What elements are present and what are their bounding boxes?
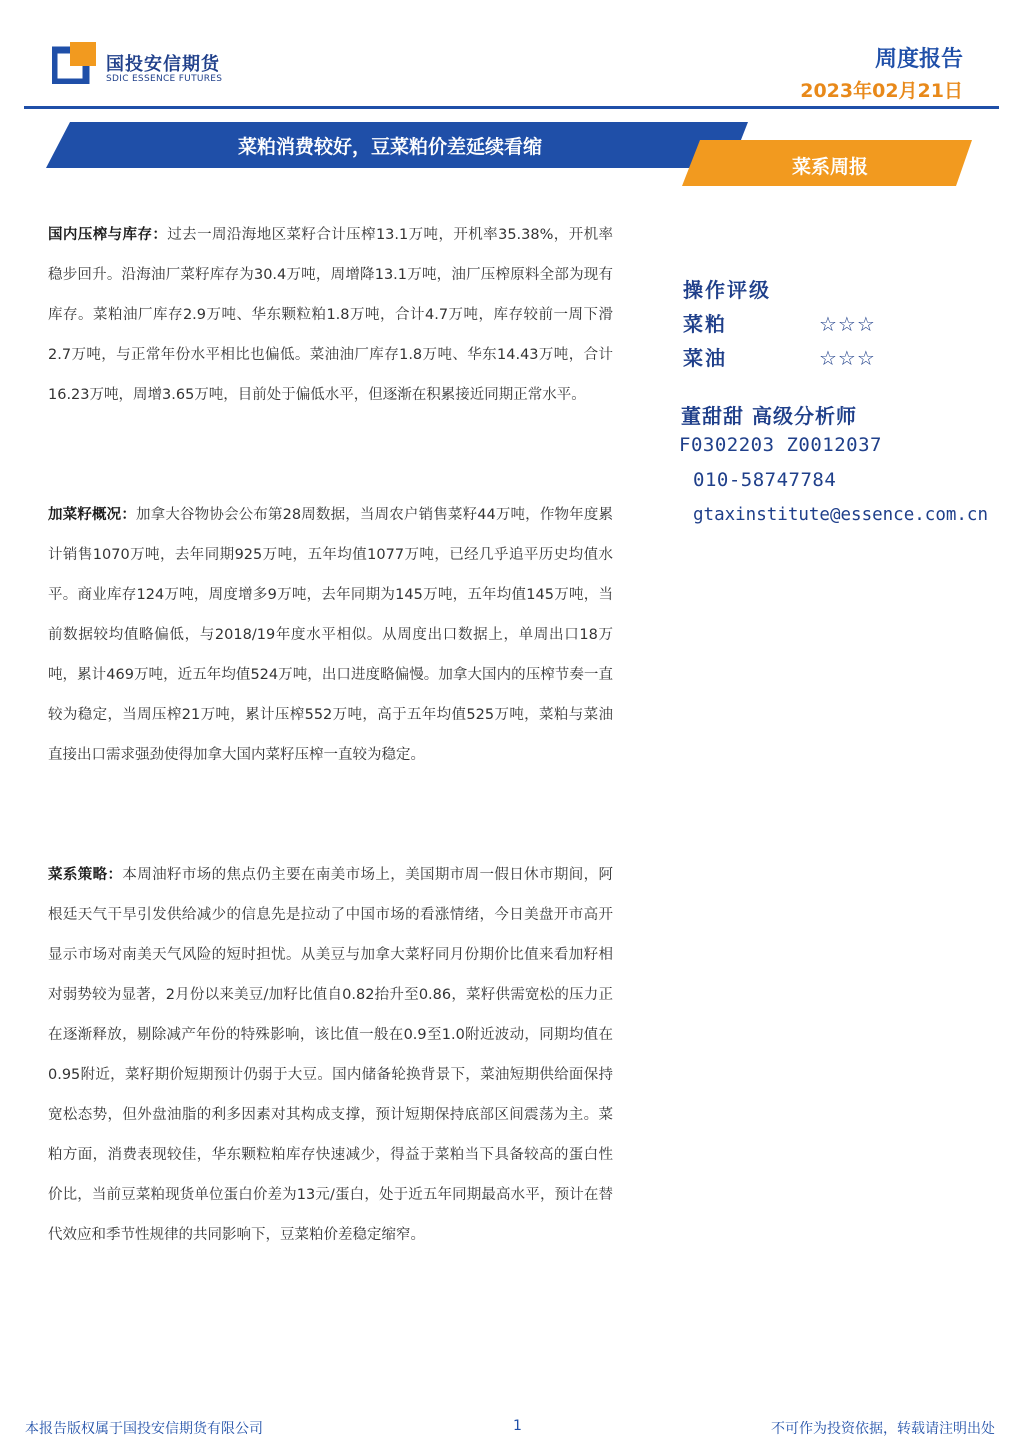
section-heading: 国内压榨与库存： [48, 227, 168, 243]
analyst-license: F0302203 Z0012037 [679, 434, 882, 456]
report-headline: 菜粕消费较好，豆菜粕价差延续看缩 [237, 136, 542, 158]
rating-row [683, 342, 903, 371]
rating-product-name: 菜油 [683, 346, 727, 370]
report-type: 周度报告 [874, 47, 963, 72]
analyst-phone: 010-58747784 [693, 469, 837, 491]
footer-copyright: 本报告版权属于国投安信期货有限公司 [25, 1421, 263, 1437]
section-canola-overview [48, 495, 613, 775]
company-logo-icon [52, 42, 98, 84]
section-heading: 菜系策略： [48, 867, 123, 883]
page-number: 1 [513, 1418, 522, 1434]
company-name-cn: 国投安信期货 [106, 54, 220, 75]
section-rapeseed-strategy [48, 855, 613, 1255]
section-text: 加拿大谷物协会公布第28周数据，当周农户销售菜籽44万吨，作物年度累计销售1070万吨，去年同期925万吨，五年均值1077万吨，已经几乎追平历史均值水平。商业库存124万吨，周度增多9万吨，去年同期为145万吨，五年均值145万吨，当前数据较均值略偏低，与2018/19年度水平相似。从周度出口数据上，单周出口18万吨，累计469万吨，近五年均值524万吨，出口进度略偏慢。加拿大国内的压榨节奏一直较为稳定，当周压榨21万吨，累计压榨552万吨，高于五年均值525万吨，菜粕与菜油直接出口需求强劲使得加拿大国内菜籽压榨一直较为稳定。 [48, 507, 614, 763]
analyst-name: 董甜甜 高级分析师 [681, 404, 857, 428]
company-name-en: SDIC ESSENCE FUTURES [106, 74, 223, 84]
footer-disclaimer: 不可作为投资依据，转载请注明出处 [771, 1421, 995, 1437]
report-date: 2023年02月21日 [800, 80, 963, 102]
section-domestic-crush-inventory [48, 215, 613, 415]
header-divider [24, 106, 999, 109]
section-text: 本周油籽市场的焦点仍主要在南美市场上，美国期市周一假日休市期间，阿根廷天气干旱引发供给减少的信息先是拉动了中国市场的看涨情绪，今日美盘开市高开显示市场对南美天气风险的短时担忧。从美豆与加拿大菜籽同月份期价比值来看加籽相对弱势较为显著，2月份以来美豆/加籽比值自0.82抬升至0.86，菜籽供需宽松的压力正在逐渐释放，剔除减产年份的特殊影响，该比值一般在0.9至1.0附近波动，同期均值在0.95附近，菜籽期价短期预计仍弱于大豆。国内储备轮换背景下，菜油短期供给面保持宽松态势，但外盘油脂的利多因素对其构成支撑，预计短期保持底部区间震荡为主。菜粕方面，消费表现较佳，华东颗粒粕库存快速减少，得益于菜粕当下具备较高的蛋白性价比，当前豆菜粕现货单位蛋白价差为13元/蛋白，处于近五年同期最高水平，预计在替代效应和季节性规律的共同影响下，豆菜粕价差稳定缩窄。 [48, 867, 614, 1243]
rating-product-name: 菜粕 [683, 312, 727, 336]
star-rating-icon: ☆☆☆ [819, 312, 876, 336]
report-series-tag: 菜系周报 [791, 156, 868, 178]
rating-row [683, 308, 903, 337]
analyst-email-link[interactable]: gtaxinstitute@essence.com.cn [693, 505, 989, 525]
rating-title: 操作评级 [683, 278, 771, 302]
star-rating-icon: ☆☆☆ [819, 346, 876, 370]
section-text: 过去一周沿海地区菜籽合计压榨13.1万吨，开机率35.38%，开机率稳步回升。沿海油厂菜籽库存为30.4万吨，周增降13.1万吨，油厂压榨原料全部为现有库存。菜粕油厂库存2.9万吨、华东颗粒粕1.8万吨，合计4.7万吨，库存较前一周下滑2.7万吨，与正常年份水平相比也偏低。菜油油厂库存1.8万吨、华东14.43万吨，合计16.23万吨，周增3.65万吨，目前处于偏低水平，但逐渐在积累接近同期正常水平。 [48, 227, 614, 403]
section-heading: 加菜籽概况： [48, 507, 136, 523]
